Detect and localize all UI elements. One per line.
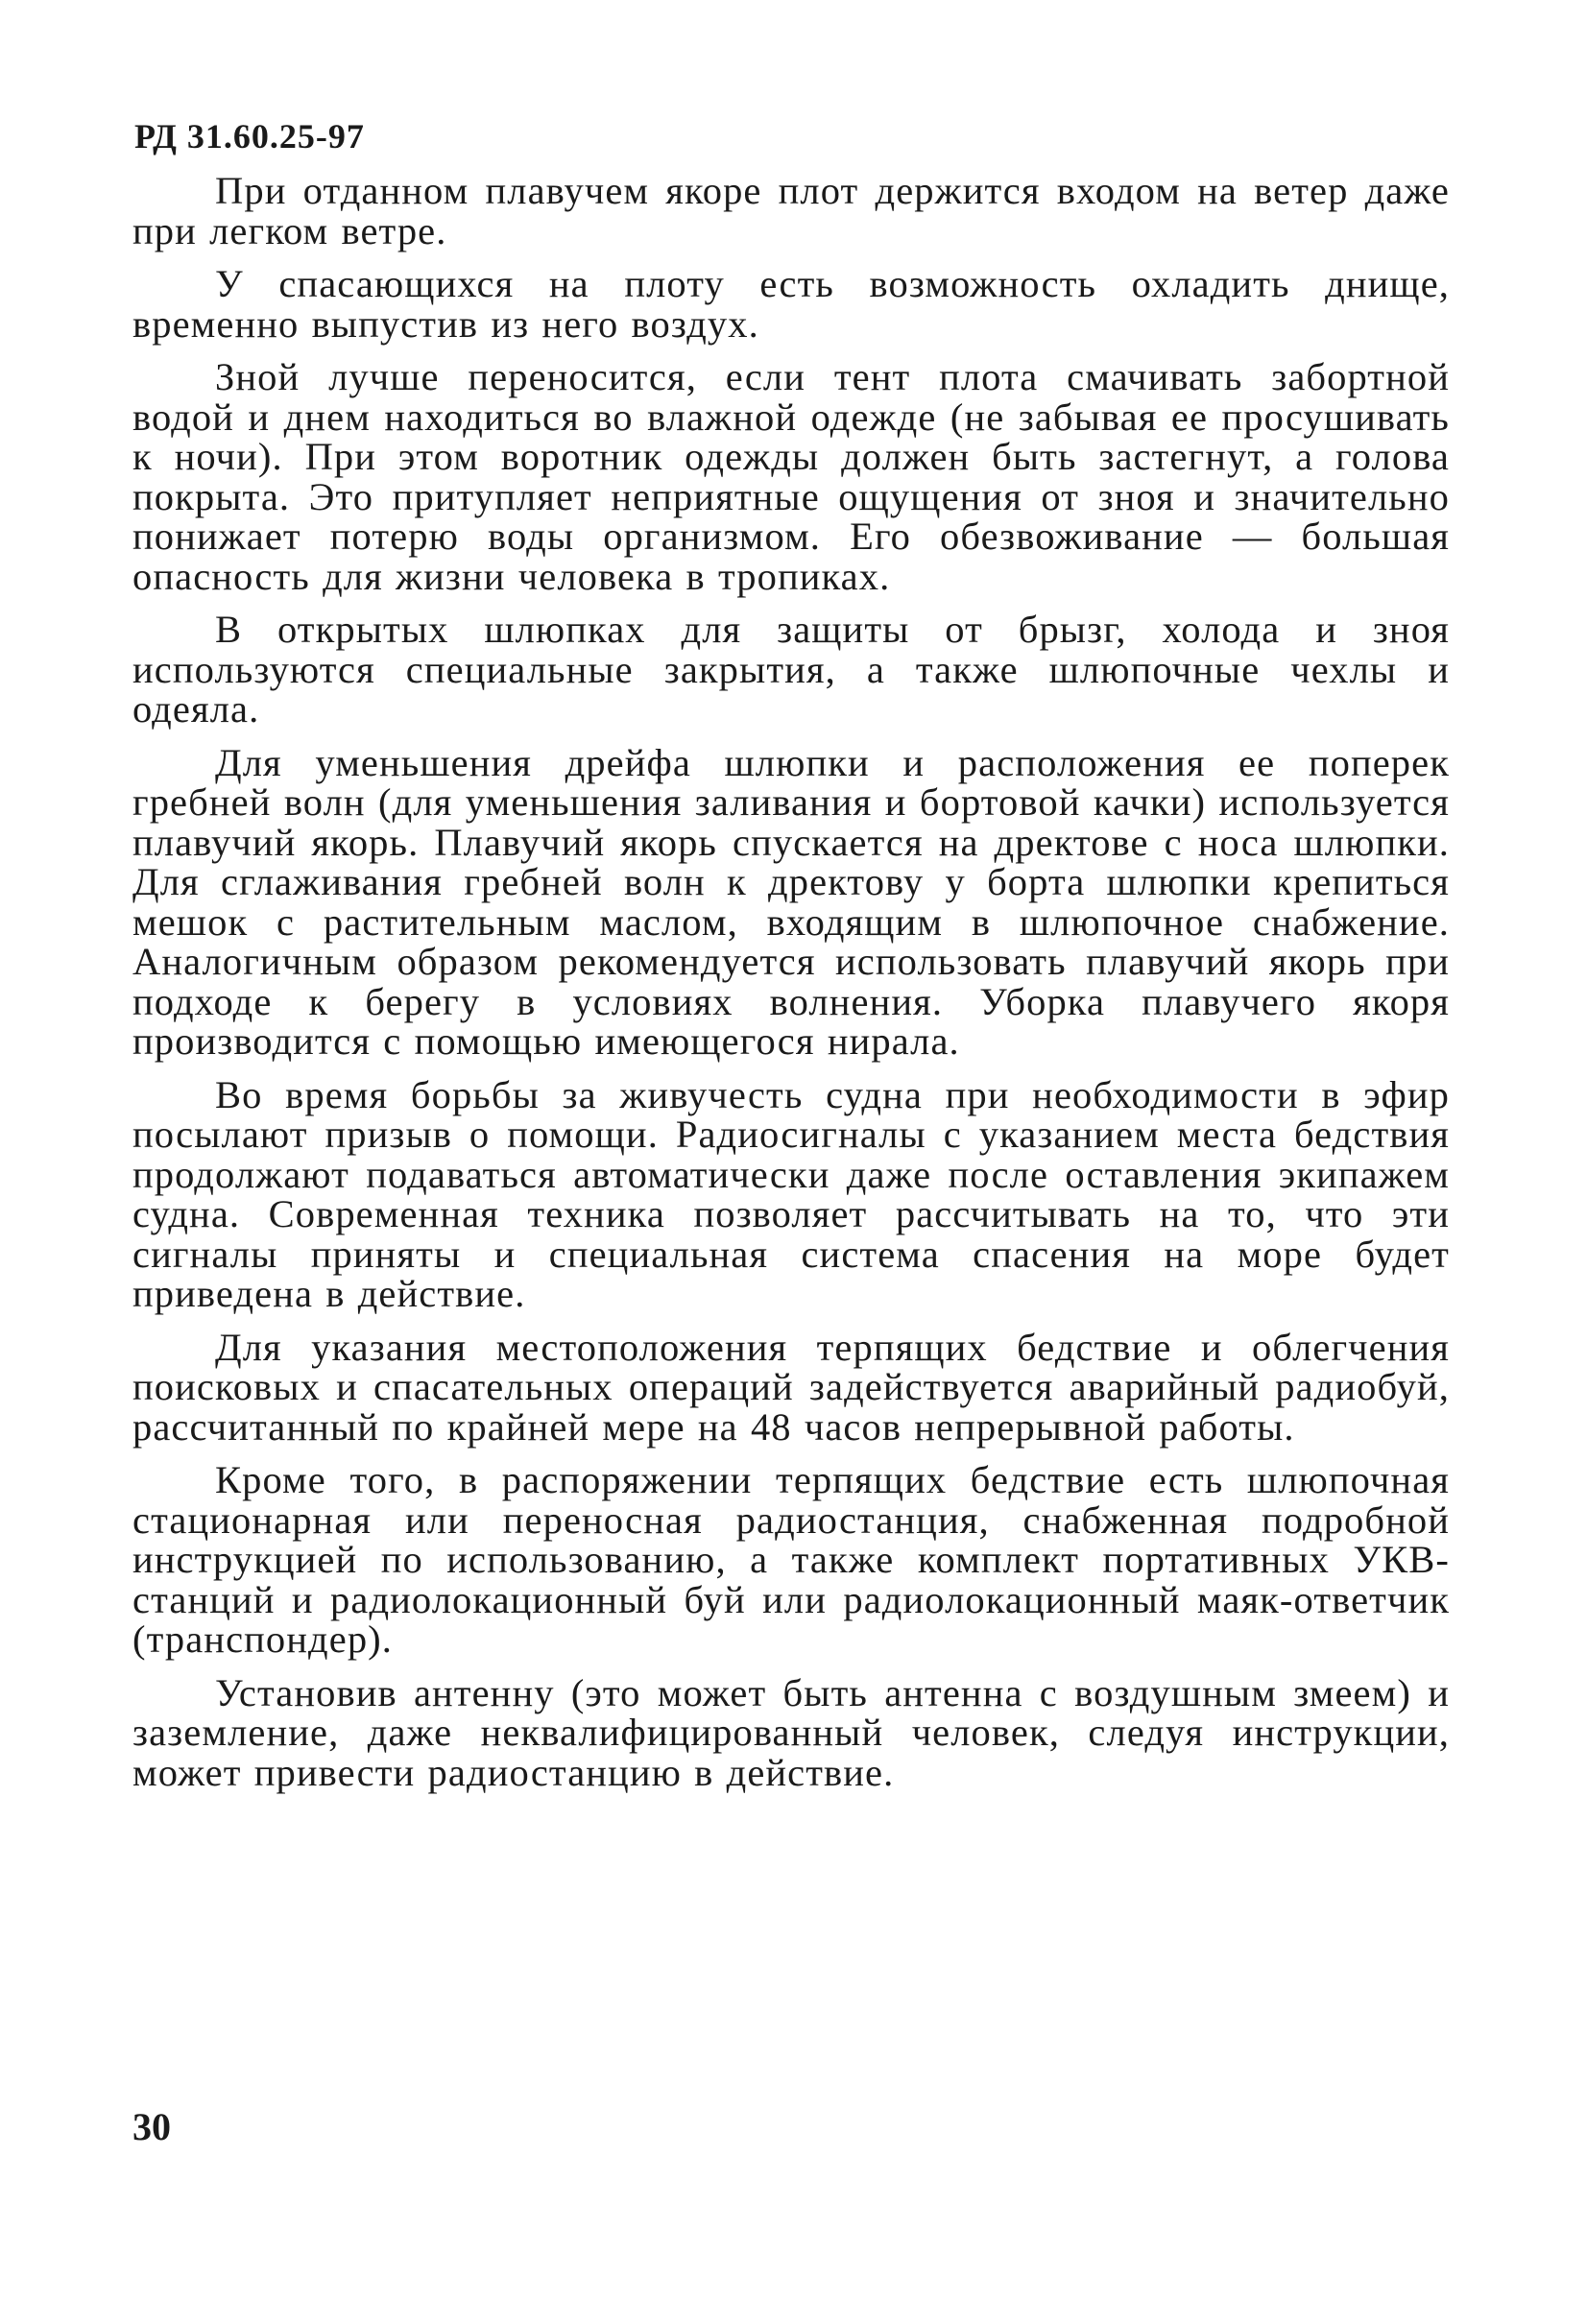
paragraph: Для указания местоположения терпящих бедствие и облегчения поисковых и спасательных операций задействуется аварийный радиобуй, рассчитанный по крайней мере на 48 часов непрерывной работы. bbox=[132, 1325, 1450, 1449]
paragraph: Установив антенну (это может быть антенна с воздушным змеем) и заземление, даже неквалифицированный человек, следуя инструкции, может привести радиостанцию в действие. bbox=[132, 1670, 1450, 1794]
document-code-header: РД 31.60.25-97 bbox=[134, 117, 365, 156]
paragraph: У спасающихся на плоту есть возможность охладить днище, временно выпустив из него воздух. bbox=[132, 262, 1450, 346]
paragraph: В открытых шлюпках для защиты от брызг, холода и зноя используются специальные закрытия, а также шлюпочные чехлы и одеяла. bbox=[132, 608, 1450, 731]
body-text bbox=[132, 171, 1450, 1806]
paragraph: Для уменьшения дрейфа шлюпки и расположения ее поперек гребней волн (для уменьшения заливания и бортовой качки) используется плавучий якорь. Плавучий якорь спускается на дректове с носа шлюпки. Для сглаживания гребней волн к дректову у борта шлюпки крепиться мешок с растительным маслом, входящим в шлюпочное снабжение. Аналогичным образом рекомендуется использовать плавучий якорь при подходе к берегу в условиях волнения. Уборка плавучего якоря производится с помощью имеющегося нирала. bbox=[132, 740, 1450, 1063]
paragraph: При отданном плавучем якоре плот держится входом на ветер даже при легком ветре. bbox=[132, 169, 1450, 252]
page-number: 30 bbox=[132, 2105, 171, 2148]
paragraph: Зной лучше переносится, если тент плота смачивать забортной водой и днем находиться во влажной одежде (не забывая ее просушивать к ночи). При этом воротник одежды должен быть застегнут, а голова покрыта. Это притупляет неприятные ощущения от зноя и значительно понижает потерю воды организмом. Его обезвоживание — большая опасность для жизни человека в тропиках. bbox=[132, 355, 1450, 598]
paragraph: Во время борьбы за живучесть судна при необходимости в эфир посылают призыв о помощи. Радиосигналы с указанием места бедствия продолжают подаваться автоматически даже после оставления экипажем судна. Современная техника позволяет рассчитывать на то, что эти сигналы приняты и специальная система спасения на море будет приведена в действие. bbox=[132, 1072, 1450, 1315]
paragraph: Кроме того, в распоряжении терпящих бедствие есть шлюпочная стационарная или переносная радиостанция, снабженная подробной инструкцией по использованию, а также комплект портативных УКВ-станций и радиолокационный буй или радиолокационный маяк-ответчик (транспондер). bbox=[132, 1458, 1450, 1661]
